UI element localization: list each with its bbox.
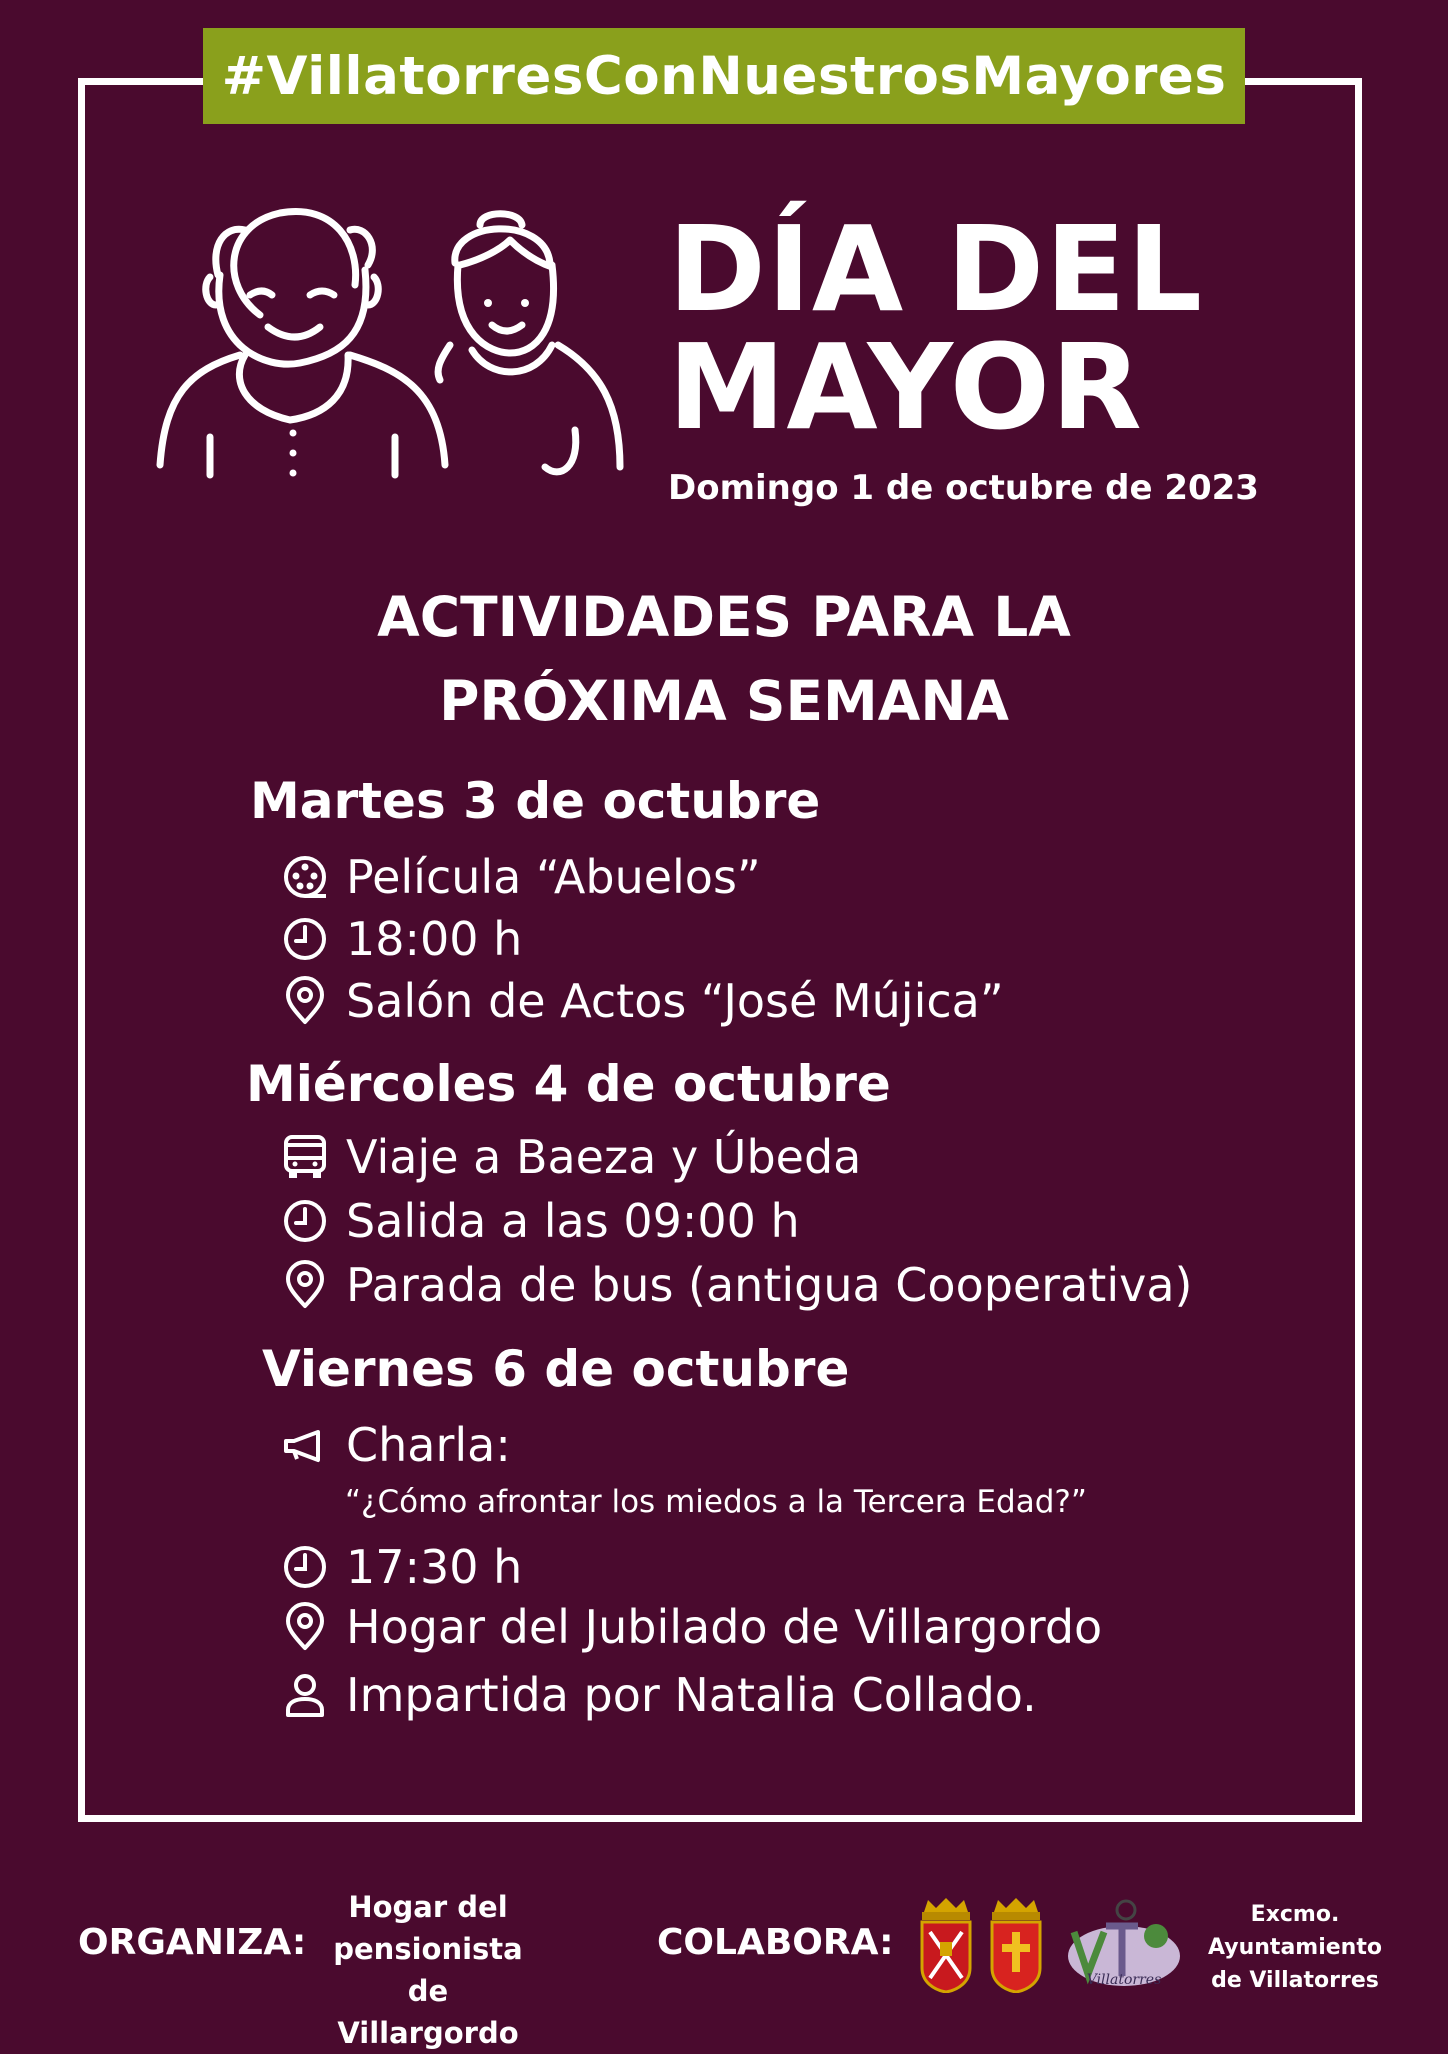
title-line-2: MAYOR <box>668 318 1143 456</box>
activity-row <box>280 850 761 904</box>
organiza-label: ORGANIZA: <box>78 1922 307 1963</box>
colabora-label: COLABORA: <box>657 1922 894 1963</box>
speaker-text: Impartida por Natalia Collado. <box>346 1668 1037 1722</box>
organizer-line-2: pensionista <box>333 1932 523 1966</box>
organizer-line-3: de Villargordo <box>337 1974 519 2050</box>
activity-text: Viaje a Baeza y Úbeda <box>346 1130 862 1184</box>
section-title <box>0 575 1448 743</box>
activity-row <box>280 1418 511 1472</box>
place-row <box>280 1258 1193 1312</box>
day-heading-viernes: Viernes 6 de octubre <box>262 1340 850 1398</box>
title-line-1: DÍA DEL <box>668 200 1204 338</box>
activity-text: Película “Abuelos” <box>346 850 761 904</box>
location-pin-icon <box>280 1602 330 1652</box>
villatorres-logo <box>1066 1896 1182 1992</box>
location-pin-icon <box>280 1260 330 1310</box>
activity-row <box>280 1130 861 1184</box>
time-text: Salida a las 09:00 h <box>346 1194 800 1248</box>
organizer-line-1: Hogar del <box>348 1890 508 1924</box>
coat-of-arms-logo <box>988 1898 1044 1997</box>
ayuntamiento-name <box>1195 1898 1395 1997</box>
section-title-line-1: ACTIVIDADES PARA LA <box>377 585 1071 649</box>
time-row <box>280 1194 800 1248</box>
time-text: 18:00 h <box>346 912 523 966</box>
hashtag-banner: #VillatorresConNuestrosMayores <box>203 28 1245 124</box>
bus-icon <box>280 1132 330 1182</box>
time-row <box>280 1540 522 1594</box>
section-title-line-2: PRÓXIMA SEMANA <box>439 669 1009 733</box>
place-text: Hogar del Jubilado de Villargordo <box>346 1600 1103 1654</box>
clock-icon <box>280 914 330 964</box>
place-text: Salón de Actos “José Mújica” <box>346 974 1004 1028</box>
person-icon <box>280 1670 330 1720</box>
film-reel-icon <box>280 852 330 902</box>
ayto-line-3: de Villatorres <box>1211 1968 1379 1993</box>
clock-icon <box>280 1542 330 1592</box>
elderly-couple-icon <box>150 205 635 495</box>
clock-icon <box>280 1196 330 1246</box>
organizer-name <box>318 1886 538 2054</box>
megaphone-icon <box>280 1420 330 1470</box>
day-heading-martes: Martes 3 de octubre <box>250 772 821 830</box>
activity-text: Charla: <box>346 1418 511 1472</box>
logo-text: Villatorres <box>1086 1972 1162 1988</box>
place-text: Parada de bus (antigua Cooperativa) <box>346 1258 1193 1312</box>
speaker-row <box>280 1668 1037 1722</box>
place-row <box>280 1600 1102 1654</box>
time-text: 17:30 h <box>346 1540 523 1594</box>
day-heading-miercoles: Miércoles 4 de octubre <box>246 1055 891 1113</box>
location-pin-icon <box>280 976 330 1026</box>
ayto-line-1: Excmo. <box>1250 1902 1340 1927</box>
page-title <box>668 200 1204 456</box>
event-date: Domingo 1 de octubre de 2023 <box>668 468 1259 508</box>
time-row <box>280 912 522 966</box>
ayto-line-2: Ayuntamiento <box>1208 1935 1382 1960</box>
place-row <box>280 974 1004 1028</box>
talk-title: “¿Cómo afrontar los miedos a la Tercera Edad?” <box>345 1484 1087 1520</box>
coat-of-arms-logo <box>918 1898 974 1997</box>
